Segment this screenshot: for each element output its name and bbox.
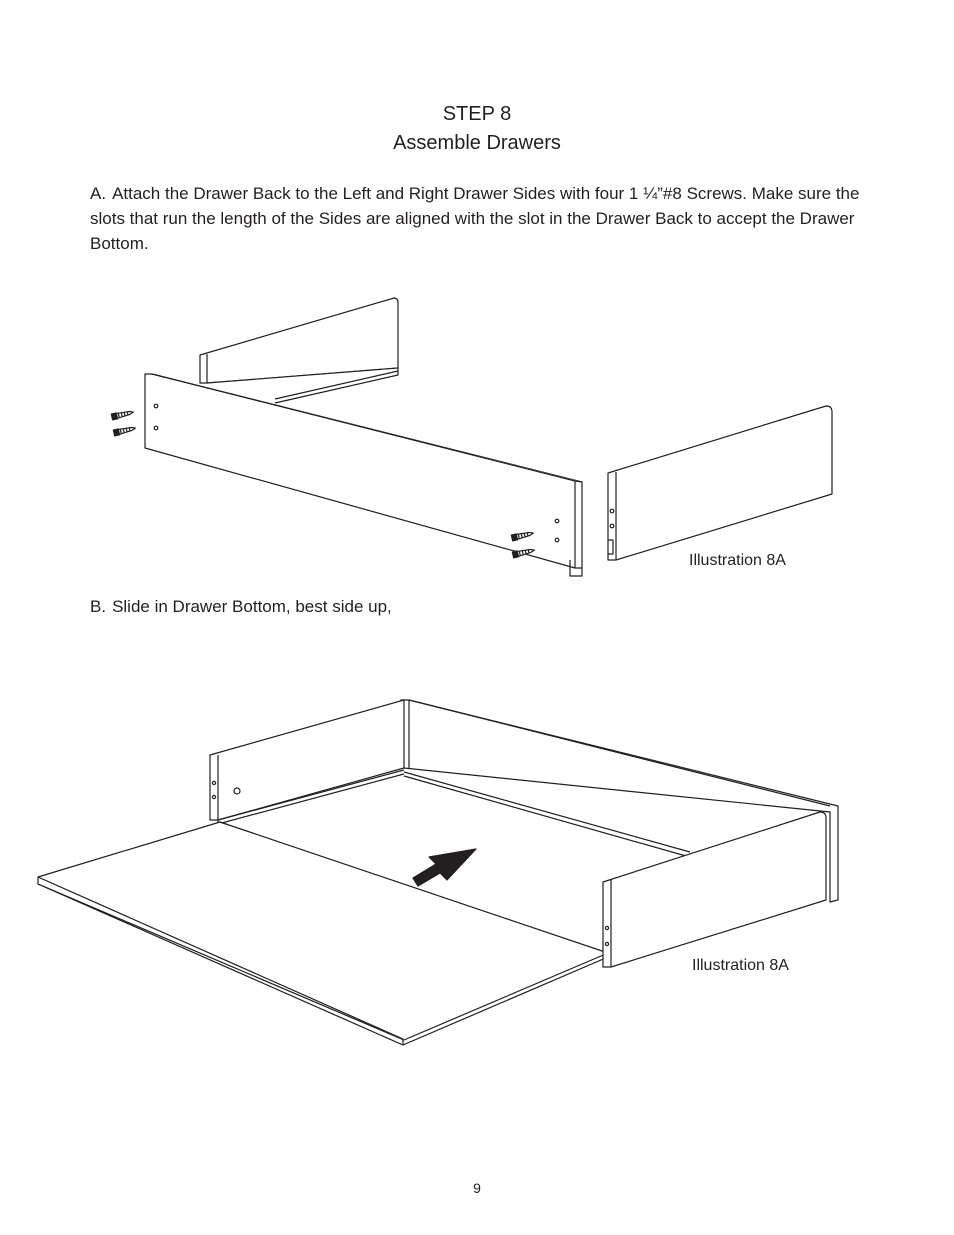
step-title: Assemble Drawers (393, 132, 561, 154)
instruction-a-text: Attach the Drawer Back to the Left and Right Drawer Sides with four 1 ¼”#8 Screws. Make sure the slots that run the length of the Sides are aligned with the slot in the Drawer Back to accept the Drawer Bottom. (90, 184, 860, 253)
instruction-b-label: B. (90, 597, 107, 616)
page-number: 9 (473, 1180, 481, 1196)
illustration-drawer-sides-assembly (0, 290, 954, 590)
screw-icon (111, 409, 134, 420)
step-heading (0, 100, 954, 158)
arrow-icon (413, 849, 476, 886)
screw-icon (113, 425, 136, 436)
instruction-b-text: Slide in Drawer Bottom, best side up, (112, 597, 392, 616)
right-drawer-side (603, 812, 826, 967)
step-number: STEP 8 (442, 103, 512, 125)
drawer-back-panel (145, 374, 582, 576)
instruction-a (90, 181, 880, 256)
left-drawer-side (200, 298, 398, 403)
right-drawer-side (608, 406, 832, 560)
instruction-a-label: A. (90, 184, 107, 203)
illustration-drawer-bottom (0, 690, 954, 1050)
illustration-caption: Illustration 8A (689, 552, 786, 569)
illustration-caption: Illustration 8A (692, 957, 789, 974)
left-drawer-side (210, 700, 404, 825)
instruction-b (90, 594, 880, 619)
drawer-bottom-panel (38, 822, 608, 1045)
